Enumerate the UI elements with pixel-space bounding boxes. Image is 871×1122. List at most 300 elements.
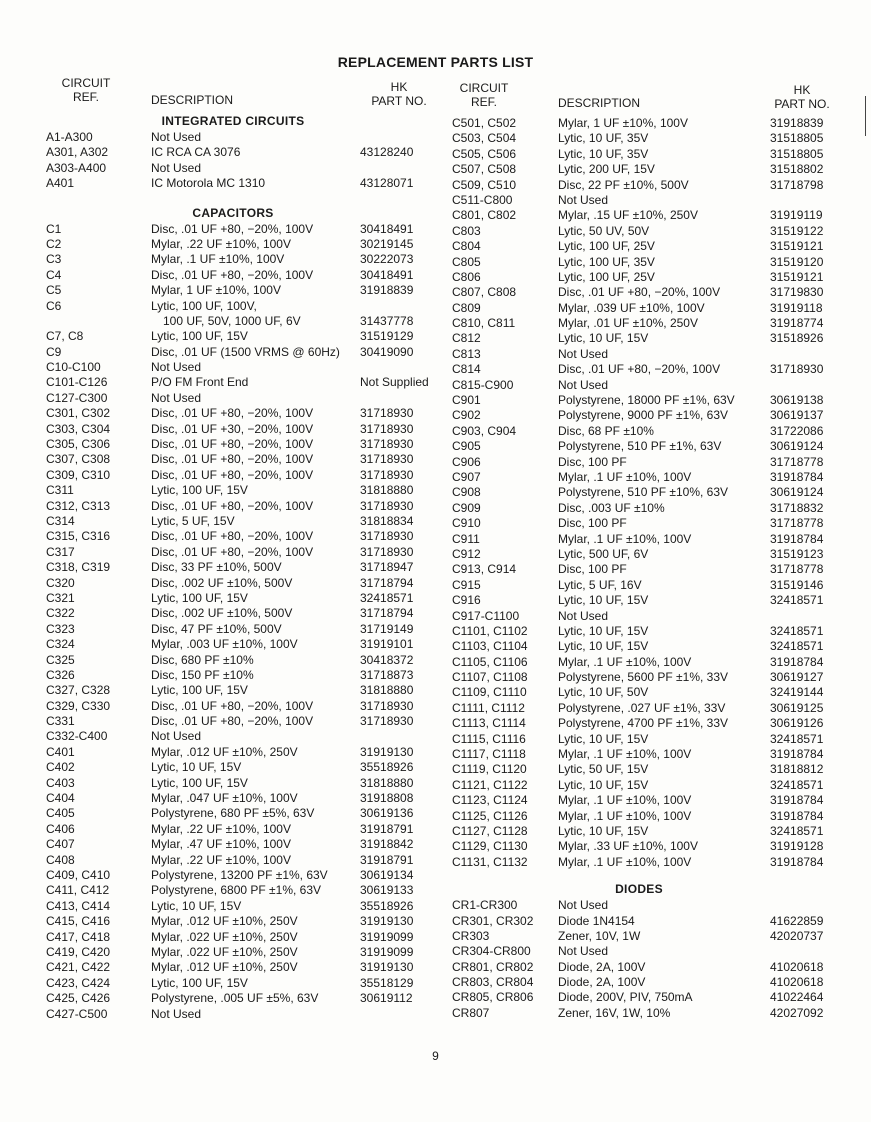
column-header bbox=[452, 76, 852, 116]
parts-row bbox=[46, 714, 442, 729]
circuit-ref: C324 bbox=[46, 637, 75, 652]
part-description bbox=[558, 393, 735, 408]
part-description bbox=[558, 990, 693, 1005]
circuit-ref: C905 bbox=[452, 439, 481, 454]
part-description bbox=[151, 868, 328, 883]
part-description-line: Lytic, 100 UF, 100V, bbox=[151, 298, 257, 313]
section-heading: DIODES bbox=[615, 882, 663, 897]
part-number: 31519123 bbox=[770, 546, 824, 561]
parts-row bbox=[452, 839, 852, 854]
part-number: 31718930 bbox=[360, 529, 414, 544]
circuit-ref: C305, C306 bbox=[46, 437, 111, 452]
circuit-ref: C332-C400 bbox=[46, 729, 108, 744]
part-description-line: Polystyrene, 4700 PF ±1%, 33V bbox=[558, 716, 729, 731]
part-description bbox=[151, 283, 281, 298]
part-description bbox=[558, 301, 705, 316]
part-number: 31518805 bbox=[770, 146, 824, 161]
part-description-line: Lytic, 100 UF, 15V bbox=[151, 775, 248, 790]
part-number: 30219145 bbox=[360, 236, 414, 251]
part-description-line: IC RCA CA 3076 bbox=[151, 145, 241, 160]
circuit-ref: C329, C330 bbox=[46, 698, 111, 713]
part-description bbox=[558, 898, 608, 913]
part-number: 30619127 bbox=[770, 670, 824, 685]
part-number: 31919130 bbox=[360, 960, 414, 975]
circuit-ref: C805 bbox=[452, 254, 481, 269]
circuit-ref: C1 bbox=[46, 221, 62, 236]
parts-row bbox=[452, 547, 852, 562]
page-number: 9 bbox=[432, 1049, 439, 1063]
part-description-line: Disc, .01 UF +80, −20%, 100V bbox=[151, 267, 314, 282]
part-description-continued: 100 UF, 50V, 1000 UF, 6V bbox=[163, 313, 301, 328]
circuit-ref: CR304-CR800 bbox=[452, 944, 531, 959]
part-description bbox=[151, 514, 235, 529]
part-description bbox=[558, 960, 645, 975]
parts-row bbox=[46, 468, 442, 483]
circuit-ref: C6 bbox=[46, 298, 62, 313]
parts-row bbox=[452, 670, 852, 685]
part-description bbox=[558, 639, 648, 654]
part-number: 31718798 bbox=[770, 177, 824, 192]
part-description-line: Not Used bbox=[151, 130, 202, 144]
part-description bbox=[558, 162, 655, 177]
part-description-line: Mylar, .003 UF ±10%, 100V bbox=[151, 637, 298, 652]
circuit-ref: C1125, C1126 bbox=[452, 808, 528, 823]
circuit-ref: C318, C319 bbox=[46, 560, 111, 575]
part-description-line: Polystyrene, 6800 PF ±1%, 63V bbox=[151, 883, 322, 898]
part-description bbox=[558, 824, 648, 839]
part-description-line: Lytic, 10 UF, 15V bbox=[558, 777, 649, 792]
circuit-ref: C1109, C1110 bbox=[452, 685, 527, 700]
circuit-ref: C427-C500 bbox=[46, 1006, 108, 1021]
part-description bbox=[558, 255, 655, 270]
part-description bbox=[151, 375, 248, 390]
part-description-line: Mylar, .01 UF ±10%, 250V bbox=[558, 316, 698, 331]
circuit-ref: C406 bbox=[46, 821, 75, 836]
circuit-ref: C401 bbox=[46, 744, 75, 759]
parts-row bbox=[452, 378, 852, 393]
part-description-line: Lytic, 100 UF, 15V bbox=[151, 590, 248, 605]
part-number: 31718873 bbox=[360, 667, 414, 682]
part-description-line: Mylar, .1 UF ±10%, 100V bbox=[558, 747, 692, 762]
part-description bbox=[558, 914, 635, 929]
part-description-line: Disc, .01 UF +80, −20%, 100V bbox=[558, 285, 721, 300]
part-description-line: Not Used bbox=[558, 944, 609, 959]
part-description-line: Lytic, 100 UF, 15V bbox=[151, 483, 248, 498]
parts-row bbox=[46, 360, 442, 375]
circuit-ref: C812 bbox=[452, 331, 481, 346]
circuit-ref: CR801, CR802 bbox=[452, 959, 534, 974]
parts-row bbox=[46, 375, 442, 390]
parts-row bbox=[452, 975, 852, 990]
parts-row bbox=[46, 868, 442, 883]
part-description bbox=[558, 1006, 670, 1021]
parts-row bbox=[46, 637, 442, 652]
circuit-ref: C901 bbox=[452, 393, 481, 408]
part-description-line: Lytic, 10 UF, 35V bbox=[558, 146, 649, 161]
circuit-ref: C327, C328 bbox=[46, 683, 111, 698]
section-spacer bbox=[46, 192, 442, 204]
part-description-line: Lytic, 10 UF, 15V bbox=[151, 760, 242, 775]
part-description bbox=[558, 147, 648, 162]
parts-row bbox=[46, 899, 442, 914]
part-description bbox=[558, 485, 728, 500]
part-description-line: Polystyrene, 9000 PF ±1%, 63V bbox=[558, 408, 729, 423]
circuit-ref: C331 bbox=[46, 714, 75, 729]
part-number: 30619137 bbox=[770, 408, 824, 423]
part-number: 31718930 bbox=[360, 467, 414, 482]
circuit-ref: CR803, CR804 bbox=[452, 975, 534, 990]
part-description bbox=[151, 637, 298, 652]
parts-row bbox=[46, 822, 442, 837]
parts-row bbox=[46, 591, 442, 606]
part-description bbox=[151, 222, 313, 237]
part-description bbox=[558, 701, 725, 716]
part-description bbox=[558, 532, 691, 547]
circuit-ref: C511-C800 bbox=[452, 192, 513, 207]
circuit-ref: C509, C510 bbox=[452, 177, 517, 192]
parts-row bbox=[452, 639, 852, 654]
part-description bbox=[558, 470, 691, 485]
part-description bbox=[558, 747, 691, 762]
part-description-line: Mylar, .1 UF ±10%, 100V bbox=[558, 654, 692, 669]
part-description-line: Disc, .01 UF +80, −20%, 100V bbox=[558, 362, 721, 377]
circuit-ref: C408 bbox=[46, 852, 75, 867]
parts-row bbox=[452, 532, 852, 547]
part-number: 30619112 bbox=[360, 991, 413, 1006]
part-number: 31519121 bbox=[770, 269, 824, 284]
part-description bbox=[151, 268, 313, 283]
part-description-line: Lytic, 100 UF, 25V bbox=[558, 239, 655, 254]
parts-row bbox=[452, 131, 852, 146]
parts-row bbox=[452, 331, 852, 346]
parts-row bbox=[46, 960, 442, 975]
part-description-line: Diode, 2A, 100V bbox=[558, 975, 646, 990]
part-description bbox=[151, 499, 313, 514]
part-number: 31919099 bbox=[360, 929, 414, 944]
part-description-line: Lytic, 100 UF, 15V bbox=[151, 683, 248, 698]
section-heading: CAPACITORS bbox=[192, 205, 274, 220]
circuit-ref: C323 bbox=[46, 621, 75, 636]
part-description bbox=[151, 653, 254, 668]
parts-row bbox=[452, 408, 852, 423]
circuit-ref: C4 bbox=[46, 267, 62, 282]
circuit-ref: C402 bbox=[46, 760, 75, 775]
part-number: 30419090 bbox=[360, 344, 414, 359]
circuit-ref: C303, C304 bbox=[46, 421, 111, 436]
part-number: 31818880 bbox=[360, 483, 414, 498]
part-description bbox=[558, 944, 608, 959]
circuit-ref: C417, C418 bbox=[46, 929, 111, 944]
circuit-ref: C915 bbox=[452, 577, 481, 592]
part-description bbox=[558, 732, 648, 747]
circuit-ref: C1101, C1102 bbox=[452, 623, 528, 638]
part-description-line: Disc, .01 UF +80, −20%, 100V bbox=[151, 529, 314, 544]
part-description bbox=[151, 176, 265, 191]
parts-row bbox=[46, 745, 442, 760]
part-description bbox=[151, 883, 321, 898]
part-number: 31818880 bbox=[360, 683, 414, 698]
part-description-line: Not Used bbox=[151, 160, 202, 175]
circuit-ref: C322 bbox=[46, 606, 75, 621]
part-description bbox=[151, 145, 240, 160]
circuit-ref: C913, C914 bbox=[452, 562, 517, 577]
circuit-ref: C1127, C1128 bbox=[452, 823, 528, 838]
part-description-line: Polystyrene, 13200 PF ±1%, 63V bbox=[151, 867, 328, 882]
parts-row bbox=[46, 883, 442, 898]
part-number: 31918784 bbox=[770, 531, 824, 546]
part-description-line: Disc, 100 PF bbox=[558, 516, 627, 531]
part-number: 31918791 bbox=[360, 852, 414, 867]
circuit-ref: C912 bbox=[452, 546, 481, 561]
header-circuit-ref: CIRCUIT REF. bbox=[459, 81, 509, 109]
part-description-line: Disc, .01 UF +30, −20%, 100V bbox=[151, 421, 314, 436]
circuit-ref: A303-A400 bbox=[46, 160, 107, 175]
parts-row bbox=[46, 483, 442, 498]
part-description-line: Zener, 10V, 1W bbox=[558, 928, 641, 943]
part-description bbox=[558, 455, 627, 470]
part-number: 32418571 bbox=[360, 590, 414, 605]
part-description bbox=[558, 239, 655, 254]
part-number: 30418491 bbox=[360, 221, 414, 236]
part-description bbox=[558, 424, 654, 439]
circuit-ref: C419, C420 bbox=[46, 944, 111, 959]
part-description bbox=[151, 591, 248, 606]
part-description-line: Polystyrene, 510 PF ±1%, 63V bbox=[558, 439, 722, 454]
circuit-ref: C1121, C1122 bbox=[452, 777, 528, 792]
part-number: 32418571 bbox=[770, 593, 824, 608]
part-number: 31718778 bbox=[770, 516, 824, 531]
circuit-ref: CR805, CR806 bbox=[452, 990, 534, 1005]
part-number: 31918784 bbox=[770, 854, 824, 869]
part-number: 35518926 bbox=[360, 760, 414, 775]
part-description-line: Lytic, 5 UF, 16V bbox=[558, 577, 642, 592]
circuit-ref: C413, C414 bbox=[46, 898, 111, 913]
part-description-line: Disc, .002 UF ±10%, 500V bbox=[151, 606, 293, 621]
parts-row bbox=[452, 990, 852, 1005]
parts-row bbox=[46, 130, 442, 145]
circuit-ref: C405 bbox=[46, 806, 75, 821]
part-description bbox=[151, 529, 313, 544]
parts-row bbox=[452, 809, 852, 824]
part-description-line: Mylar, .1 UF ±10%, 100V bbox=[151, 252, 285, 267]
circuit-ref: C1105, C1106 bbox=[452, 654, 528, 669]
part-number: 30619124 bbox=[770, 485, 824, 500]
part-description bbox=[151, 161, 201, 176]
parts-row bbox=[452, 362, 852, 377]
circuit-ref: C5 bbox=[46, 283, 62, 298]
part-number: 31718930 bbox=[360, 544, 414, 559]
part-description bbox=[151, 252, 284, 267]
parts-row bbox=[46, 699, 442, 714]
part-description bbox=[151, 345, 340, 360]
part-description bbox=[151, 437, 313, 452]
circuit-ref: C1103, C1104 bbox=[452, 639, 528, 654]
parts-row bbox=[46, 283, 442, 298]
circuit-ref: C423, C424 bbox=[46, 975, 111, 990]
part-number: 31919101 bbox=[360, 637, 414, 652]
part-number: 31437778 bbox=[360, 313, 414, 328]
column-header bbox=[46, 76, 442, 112]
part-description bbox=[558, 716, 728, 731]
parts-row bbox=[46, 760, 442, 775]
part-description-line: Diode, 200V, PIV, 750mA bbox=[558, 990, 693, 1005]
part-description-line: Disc, 33 PF ±10%, 500V bbox=[151, 560, 282, 575]
part-description bbox=[151, 683, 248, 698]
parts-row bbox=[46, 806, 442, 821]
part-description-line: Not Used bbox=[151, 360, 202, 375]
circuit-ref: C1119, C1120 bbox=[452, 762, 527, 777]
parts-row bbox=[452, 239, 852, 254]
part-description bbox=[151, 760, 241, 775]
part-description bbox=[151, 560, 282, 575]
circuit-ref: C315, C316 bbox=[46, 529, 111, 544]
part-number: 32418571 bbox=[770, 623, 824, 638]
circuit-ref: C906 bbox=[452, 454, 481, 469]
part-description bbox=[558, 270, 655, 285]
part-description-line: Mylar, 1 UF ±10%, 100V bbox=[558, 116, 688, 130]
part-description bbox=[151, 960, 298, 975]
circuit-ref: C810, C811 bbox=[452, 316, 516, 331]
part-description-line: Lytic, 10 UF, 15V bbox=[151, 898, 242, 913]
circuit-ref: C317 bbox=[46, 544, 75, 559]
part-description bbox=[558, 593, 648, 608]
header-part-no: HK PART NO. bbox=[774, 83, 830, 111]
part-description bbox=[558, 439, 721, 454]
circuit-ref: A401 bbox=[46, 176, 75, 191]
part-description bbox=[151, 360, 201, 375]
part-description-line: Lytic, 50 UV, 50V bbox=[558, 223, 650, 238]
part-description-line: Not Used bbox=[558, 346, 609, 361]
part-description bbox=[151, 930, 298, 945]
part-description-line: Mylar, .012 UF ±10%, 250V bbox=[151, 960, 298, 975]
part-number: 31519120 bbox=[770, 254, 824, 269]
parts-column-right bbox=[452, 76, 852, 1021]
part-number: 31918784 bbox=[770, 808, 824, 823]
header-circuit-ref: CIRCUIT REF. bbox=[61, 76, 111, 104]
part-description-line: Disc, .01 UF +80, −20%, 100V bbox=[151, 498, 314, 513]
part-number: 31918784 bbox=[770, 469, 824, 484]
part-number: 31519129 bbox=[360, 329, 414, 344]
circuit-ref: C403 bbox=[46, 775, 75, 790]
part-description-line: Mylar, 1 UF ±10%, 100V bbox=[151, 283, 281, 298]
parts-row bbox=[46, 176, 442, 191]
part-description bbox=[558, 778, 648, 793]
parts-row bbox=[452, 685, 852, 700]
circuit-ref: C415, C416 bbox=[46, 914, 111, 929]
circuit-ref: C321 bbox=[46, 590, 75, 605]
parts-row bbox=[46, 622, 442, 637]
circuit-ref: C809 bbox=[452, 300, 481, 315]
part-number: 31918784 bbox=[770, 793, 824, 808]
part-description bbox=[151, 976, 248, 991]
margin-mark bbox=[865, 96, 866, 136]
circuit-ref: CR301, CR302 bbox=[452, 913, 534, 928]
parts-row bbox=[452, 347, 852, 362]
part-number: 32419144 bbox=[770, 685, 824, 700]
part-description bbox=[558, 762, 648, 777]
part-description-line: Polystyrene, 18000 PF ±1%, 63V bbox=[558, 393, 735, 408]
part-description-line: Mylar, .1 UF ±10%, 100V bbox=[558, 469, 692, 484]
part-number: 30619134 bbox=[360, 867, 414, 882]
part-description bbox=[151, 576, 292, 591]
parts-row bbox=[452, 224, 852, 239]
parts-row bbox=[452, 270, 852, 285]
part-description-line: Lytic, 50 UF, 15V bbox=[558, 762, 649, 777]
circuit-ref: C505, C506 bbox=[452, 146, 517, 161]
part-description bbox=[151, 991, 318, 1006]
circuit-ref: C1107, C1108 bbox=[452, 670, 528, 685]
parts-row bbox=[46, 606, 442, 621]
parts-row bbox=[452, 824, 852, 839]
parts-row bbox=[452, 470, 852, 485]
part-number: 31718794 bbox=[360, 575, 414, 590]
part-description bbox=[151, 837, 291, 852]
part-description bbox=[558, 609, 608, 624]
part-number: 31919128 bbox=[770, 839, 824, 854]
part-description-line: Mylar, .22 UF ±10%, 100V bbox=[151, 852, 291, 867]
part-number: 31818880 bbox=[360, 775, 414, 790]
parts-row bbox=[452, 439, 852, 454]
part-description bbox=[558, 624, 648, 639]
part-number: 31518926 bbox=[770, 331, 824, 346]
circuit-ref: C803 bbox=[452, 223, 481, 238]
part-description bbox=[558, 501, 665, 516]
circuit-ref: C806 bbox=[452, 269, 481, 284]
part-description bbox=[151, 699, 313, 714]
part-description bbox=[151, 545, 313, 560]
parts-row bbox=[46, 437, 442, 452]
part-description bbox=[558, 975, 645, 990]
part-number: 31918784 bbox=[770, 654, 824, 669]
part-description bbox=[558, 547, 648, 562]
parts-row bbox=[46, 406, 442, 421]
circuit-ref: CR303 bbox=[452, 928, 490, 943]
parts-row bbox=[452, 898, 852, 913]
part-description-line: Disc, 150 PF ±10% bbox=[151, 667, 254, 682]
parts-row bbox=[46, 945, 442, 960]
part-description-line: Lytic, 10 UF, 15V bbox=[558, 639, 649, 654]
part-description-line: Disc, .01 UF +80, −20%, 100V bbox=[151, 452, 314, 467]
part-description bbox=[558, 208, 698, 223]
parts-row bbox=[452, 778, 852, 793]
part-description bbox=[151, 945, 298, 960]
parts-row bbox=[452, 578, 852, 593]
part-description bbox=[558, 193, 608, 208]
circuit-ref: C917-C1100 bbox=[452, 608, 520, 623]
part-number: 31918839 bbox=[770, 116, 824, 130]
part-description bbox=[558, 285, 720, 300]
circuit-ref: C101-C126 bbox=[46, 375, 108, 390]
circuit-ref: CR807 bbox=[452, 1005, 490, 1020]
part-description bbox=[151, 776, 248, 791]
part-description-line: Disc, .01 UF +80, −20%, 100V bbox=[151, 437, 314, 452]
part-description bbox=[151, 130, 201, 145]
parts-row bbox=[46, 1007, 442, 1022]
part-number: 31719830 bbox=[770, 285, 824, 300]
part-description-line: Mylar, .012 UF ±10%, 250V bbox=[151, 744, 298, 759]
parts-row bbox=[452, 593, 852, 608]
part-description-line: Mylar, .022 UF ±10%, 250V bbox=[151, 929, 298, 944]
circuit-ref: C326 bbox=[46, 667, 75, 682]
circuit-ref: C814 bbox=[452, 362, 481, 377]
part-description-line: Mylar, .022 UF ±10%, 250V bbox=[151, 944, 298, 959]
circuit-ref: C807, C808 bbox=[452, 285, 517, 300]
part-number: 31818812 bbox=[770, 762, 824, 777]
parts-row bbox=[452, 762, 852, 777]
part-number: 31919118 bbox=[770, 300, 823, 315]
part-description bbox=[151, 791, 298, 806]
part-number: 30619125 bbox=[770, 700, 824, 715]
